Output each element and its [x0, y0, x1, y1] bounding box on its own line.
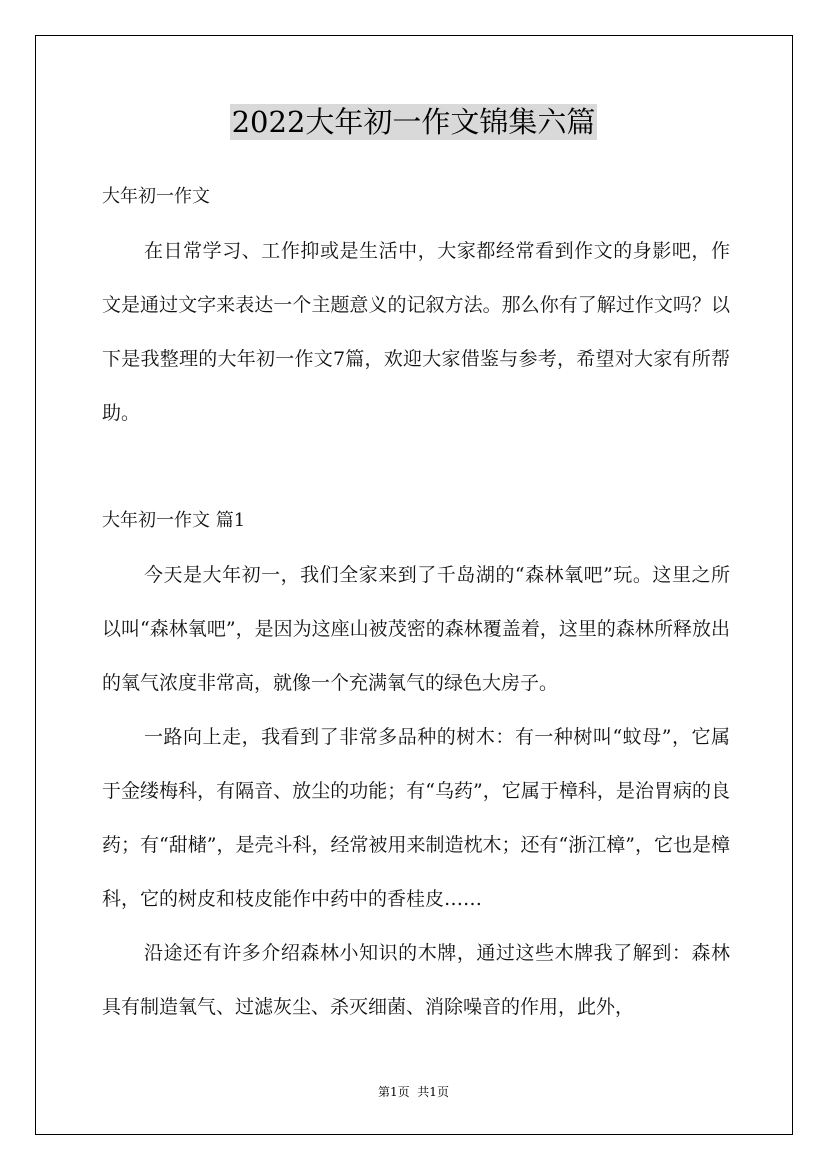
section-1-heading: 大年初一作文 篇1 — [102, 510, 246, 531]
section-1-paragraph-1: 今天是大年初一，我们全家来到了千岛湖的“森林氧吧”玩。这里之所以叫“森林氧吧”，是因为这座山被茂密的森林覆盖着，这里的森林所释放出的氧气浓度非常高，就像一个充满氧气的绿色大房子。 — [102, 564, 730, 694]
document-title: 2022大年初一作文锦集六篇 — [231, 105, 596, 139]
intro-paragraph: 在日常学习、工作抑或是生活中，大家都经常看到作文的身影吧，作文是通过文字来表达一个主题意义的记叙方法。那么你有了解过作文吗？以下是我整理的大年初一作文7篇，欢迎大家借鉴与参考，希望对大家有所帮助。 — [102, 240, 730, 424]
section-1-paragraph-2: 一路向上走，我看到了非常多品种的树木：有一种树叫“蚊母”，它属于金缕梅科，有隔音、放尘的功能；有“乌药”，它属于樟科，是治胃病的良药；有“甜槠”，是壳斗科，经常被用来制造枕木；还有“浙江樟”，它也是樟科，它的树皮和枝皮能作中药中的香桂皮…… — [102, 726, 730, 910]
document-body — [102, 170, 730, 1034]
section-spacer — [102, 440, 730, 494]
title-container — [0, 104, 827, 140]
section-1-paragraph-3: 沿途还有许多介绍森林小知识的木牌，通过这些木牌我了解到：森林具有制造氧气、过滤灰尘、杀灭细菌、消除噪音的作用，此外， — [102, 942, 730, 1018]
page-footer — [0, 1084, 827, 1100]
page-number: 第1页 共1页 — [378, 1085, 449, 1099]
intro-heading: 大年初一作文 — [102, 186, 210, 207]
